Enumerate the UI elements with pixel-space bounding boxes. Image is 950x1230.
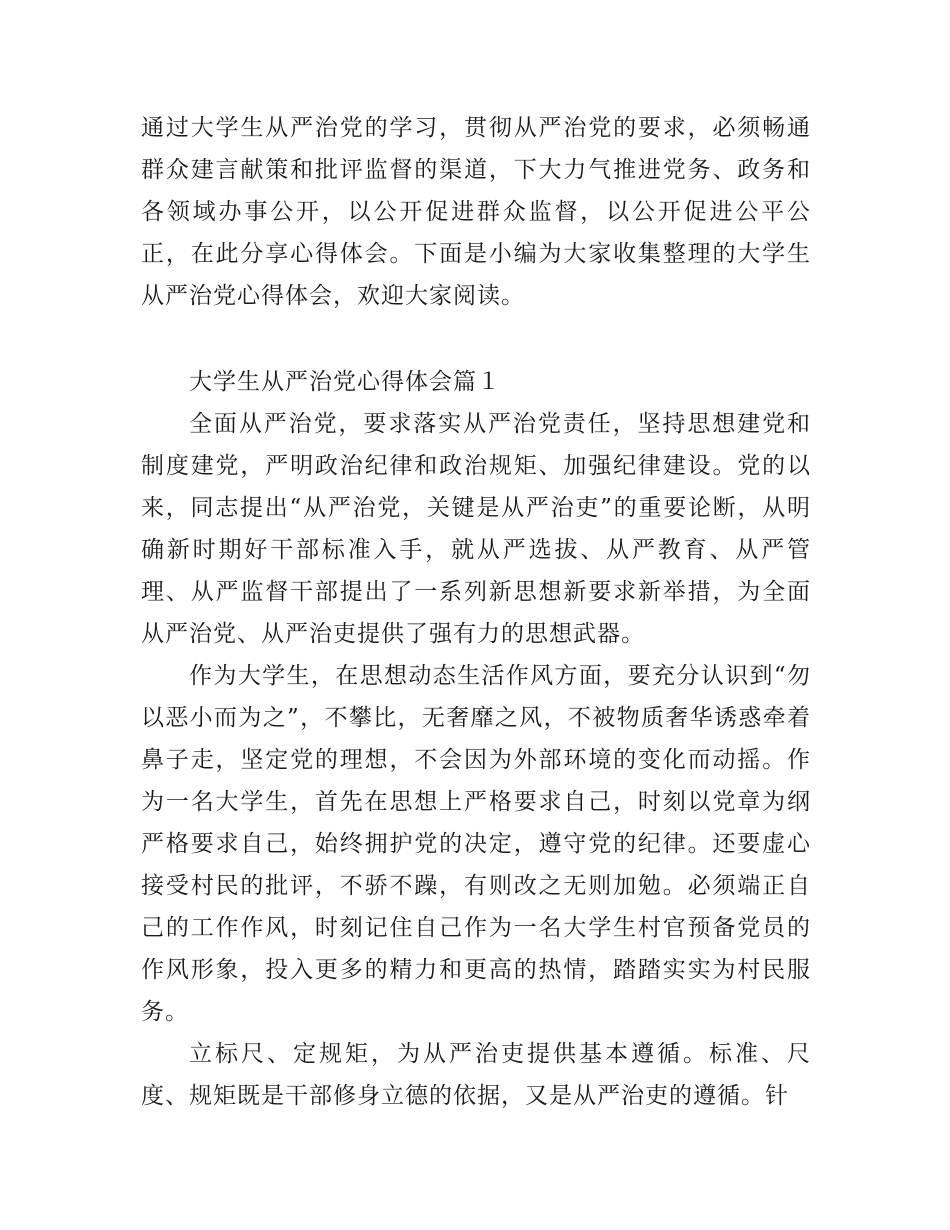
body-paragraph-1: 全面从严治党，要求落实从严治党责任，坚持思想建党和制度建党，严明政治纪律和政治规矩、加强纪律建设。党的以来，同志提出“从严治党，关键是从严治吏”的重要论断，从明确新时期好干部标准入手，就从严选拔、从严教育、从严管理、从严监督干部提出了一系列新思想新要求新举措，为全面从严治党、从严治吏提供了强有力的思想武器。: [141, 411, 811, 647]
document-body: [141, 107, 811, 1117]
section-title: 大学生从严治党心得体会篇１: [189, 369, 501, 395]
body-paragraph-2: 作为大学生，在思想动态生活作风方面，要充分认识到“勿以恶小而为之”，不攀比，无奢靡之风，不被物质奢华诱惑牵着鼻子走，坚定党的理想，不会因为外部环境的变化而动摇。作为一名大学生，首先在思想上严格要求自己，时刻以党章为纲严格要求自己，始终拥护党的决定，遵守党的纪律。还要虚心接受村民的批评，不骄不躁，有则改之无则加勉。必须端正自己的工作作风，时刻记住自己作为一名大学生村官预备党员的作风形象，投入更多的精力和更高的热情，踏踏实实为村民服务。: [141, 663, 811, 1025]
paragraph-gap: [141, 317, 811, 361]
intro-paragraph: 通过大学生从严治党的学习，贯彻从严治党的要求，必须畅通群众建言献策和批评监督的渠道，下大力气推进党务、政务和各领域办事公开，以公开促进群众监督，以公开促进公平公正，在此分享心得体会。下面是小编为大家收集整理的大学生从严治党心得体会，欢迎大家阅读。: [141, 115, 811, 309]
body-paragraph-3: 立标尺、定规矩，为从严治吏提供基本遵循。标准、尺度、规矩既是干部修身立德的依据，又是从严治吏的遵循。针: [141, 1041, 811, 1109]
